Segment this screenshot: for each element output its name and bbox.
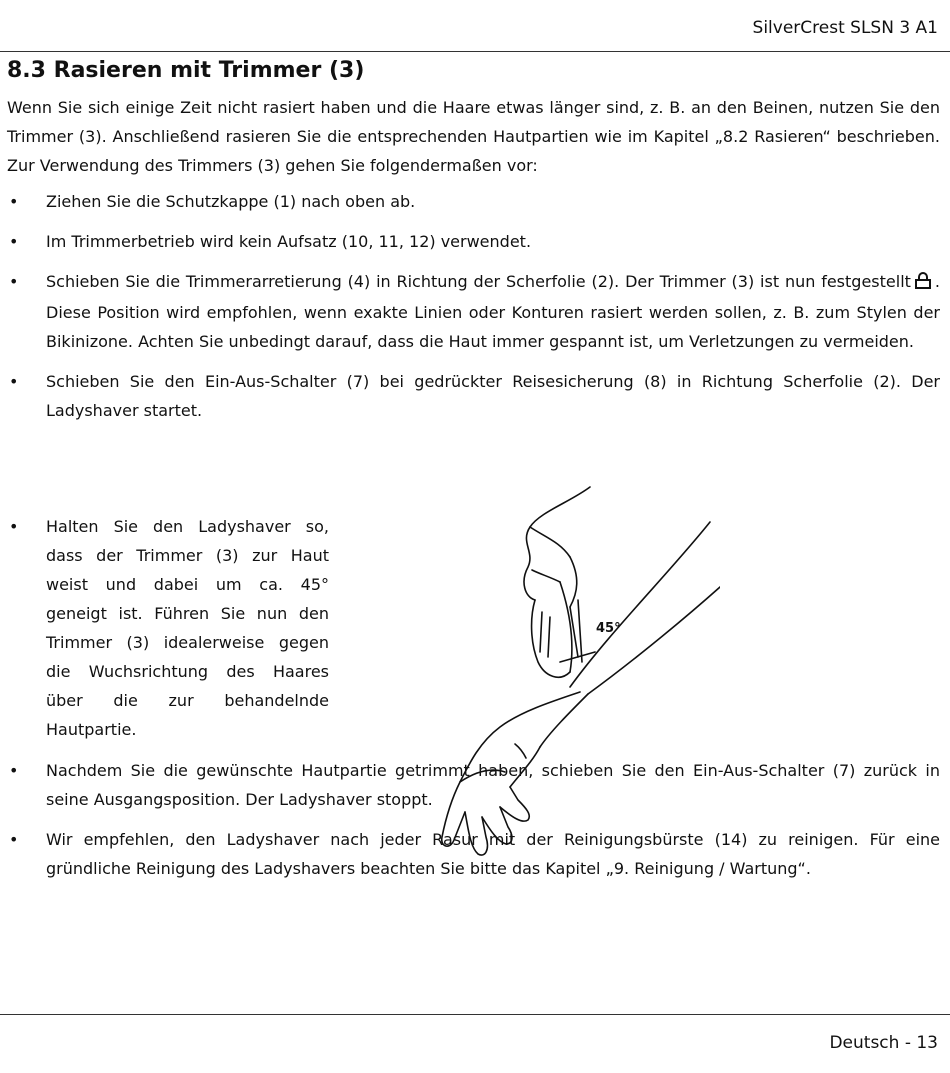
bullet-icon: • [9,272,19,291]
list-item-text-continued: . Diese Position wird empfohlen, wenn exakte Linien oder Konturen rasiert werden sollen, z. B. zum Stylen der Bikinizone. Achten Sie unbedingt darauf, dass die Haut immer gespannt ist, um Verletzungen zu vermeiden. [46,272,940,351]
list-item-text: Wir empfehlen, den Ladyshaver nach jeder Rasur mit der Reinigungsbürste (14) zu reinigen. Für eine gründliche Reinigung des Ladyshavers beachten Sie bitte das Kapitel „9. Reinigung / Wartung“. [46,830,940,878]
page-header-model: SilverCrest SLSN 3 A1 [752,18,938,38]
bullet-icon: • [9,830,19,849]
list-item-text: Ziehen Sie die Schutzkappe (1) nach oben ab. [46,192,416,211]
list-item [9,512,329,744]
footer-rule [0,1014,950,1015]
bullet-list-bottom [9,756,940,894]
section-title: 8.3 Rasieren mit Trimmer (3) [7,58,365,83]
list-item-text: Nachdem Sie die gewünschte Hautpartie getrimmt haben, schieben Sie den Ein-Aus-Schalter (7) zurück in seine Ausgangsposition. Der Ladyshaver stoppt. [46,761,940,809]
list-item-text: Halten Sie den Ladyshaver so, dass der Trimmer (3) zur Haut weist und dabei um ca. 45° geneigt ist. Führen Sie nun den Trimmer (3) idealerweise gegen die Wuchsrichtung des Haares über die zur behandelnde Hautpartie. [46,517,329,739]
list-item-text: Im Trimmerbetrieb wird kein Aufsatz (10, 11, 12) verwendet. [46,232,532,251]
list-item [9,267,940,356]
list-item [9,187,940,216]
bullet-icon: • [9,192,19,211]
angle-label: 45° [596,621,621,636]
section-intro: Wenn Sie sich einige Zeit nicht rasiert haben und die Haare etwas länger sind, z. B. an den Beinen, nutzen Sie den Trimmer (3). Anschließend rasieren Sie die entsprechenden Hautpartien wie im Kapitel „8.2 Rasieren“ beschrieben. Zur Verwendung des Trimmers (3) gehen Sie folgendermaßen vor: [7,98,940,175]
list-item [9,227,940,256]
bullet-list-top [9,187,940,436]
page-number: Deutsch - 13 [829,1033,938,1053]
bullet-icon: • [9,372,19,391]
lock-icon [915,269,931,298]
list-item-text: Schieben Sie die Trimmerarretierung (4) in Richtung der Scherfolie (2). Der Trimmer (3) ist nun festgestellt [46,272,911,291]
bullet-list-middle [9,512,329,744]
list-item [9,367,940,425]
header-rule [0,51,950,52]
list-item [9,756,940,814]
list-item [9,825,940,883]
bullet-icon: • [9,761,19,780]
bullet-icon: • [9,232,19,251]
bullet-icon: • [9,517,19,536]
list-item-text: Schieben Sie den Ein-Aus-Schalter (7) bei gedrückter Reisesicherung (8) in Richtung Scherfolie (2). Der Ladyshaver startet. [46,372,940,420]
